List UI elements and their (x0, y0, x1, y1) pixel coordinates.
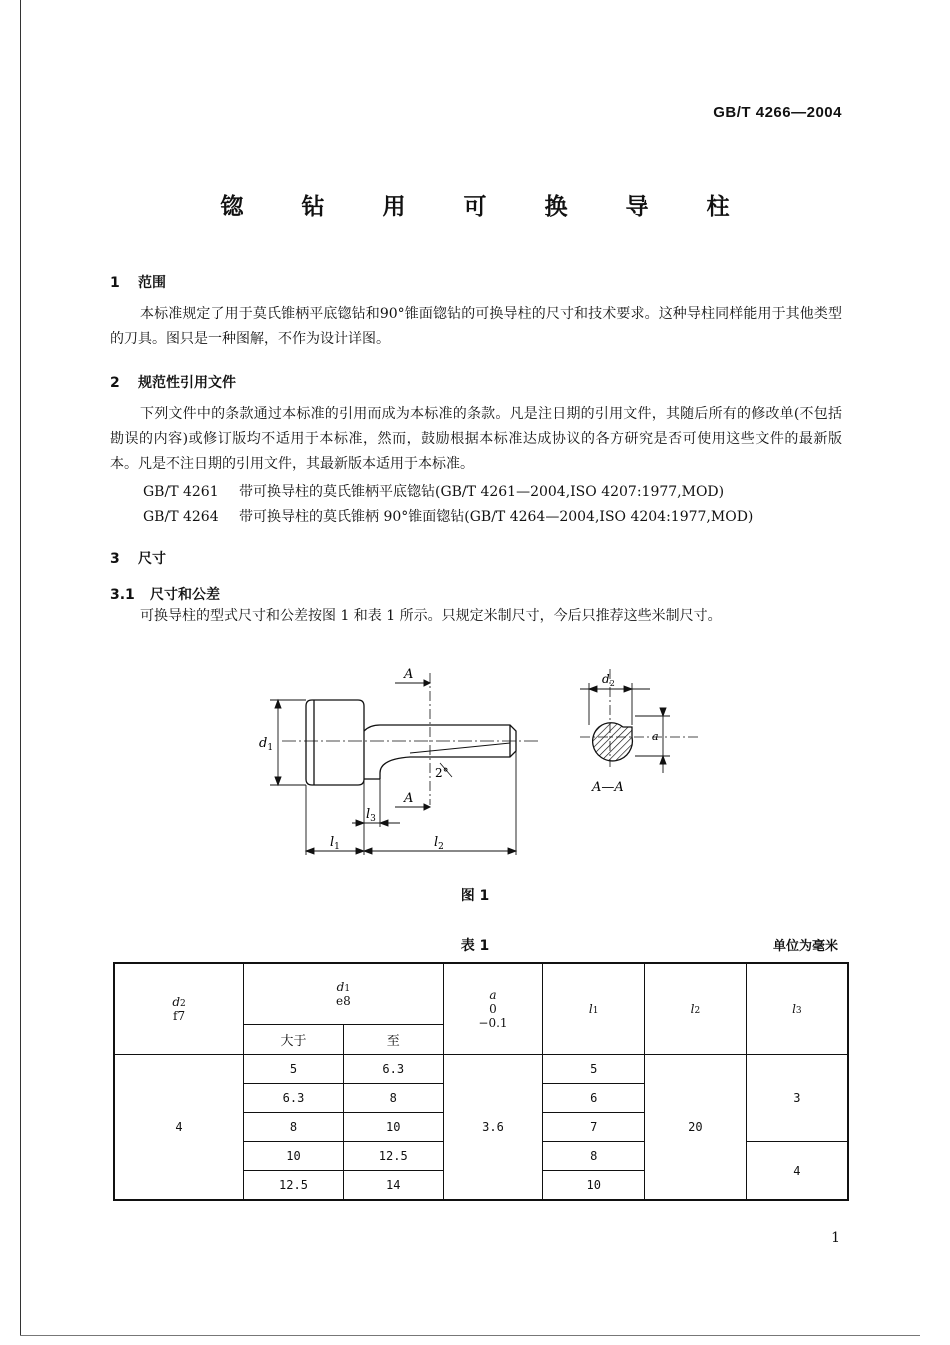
reference-item (143, 481, 724, 501)
section-2-paragraph: 下列文件中的条款通过本标准的引用而成为本标准的条款。凡是注日期的引用文件，其随后所有的修改单(不包括勘误的内容)或修订版均不适用于本标准，然而，鼓励根据本标准达成协议的各方研究是否可使用这些文件的最新版本。凡是不注日期的引用文件，其最新版本适用于本标准。 (110, 406, 842, 472)
reference-code: GB/T 4261 (143, 484, 219, 500)
cell-l2: 20 (645, 1055, 747, 1201)
cell-to: 6.3 (343, 1055, 443, 1084)
section-3-heading (110, 548, 166, 568)
section-number: 1 (110, 275, 120, 291)
section-1-heading (110, 272, 166, 292)
cell-over: 10 (244, 1142, 344, 1171)
section-number: 3 (110, 551, 120, 567)
l1-label: $l_1$ (330, 835, 340, 852)
header-over: 大于 (244, 1025, 344, 1055)
section-title: 范围 (138, 275, 166, 291)
table-row (114, 1055, 848, 1084)
section-number: 3.1 (110, 587, 135, 603)
header-l1: l1 (543, 963, 645, 1055)
dimension-table (113, 962, 849, 1201)
cell-to: 12.5 (343, 1142, 443, 1171)
reference-code: GB/T 4264 (143, 509, 219, 525)
reference-item (143, 506, 753, 526)
section-title: 规范性引用文件 (138, 375, 236, 391)
standard-code: GB/T 4266—2004 (713, 104, 842, 121)
section-1-paragraph: 本标准规定了用于莫氏锥柄平底锪钻和90°锥面锪钻的可换导柱的尺寸和技术要求。这种导柱同样能用于其他类型的刀具。图只是一种图解，不作为设计详图。 (110, 306, 842, 347)
figure-caption: 图 1 (460, 888, 490, 904)
cell-l1: 6 (543, 1084, 645, 1113)
l2-label: $l_2$ (434, 835, 444, 852)
cell-to: 8 (343, 1084, 443, 1113)
section-title: 尺寸 (138, 551, 166, 567)
section-label: A—A (592, 780, 624, 795)
l3-label: $l_3$ (366, 807, 376, 824)
cell-a: 3.6 (443, 1055, 543, 1201)
reference-text: 带可换导柱的莫氏锥柄平底锪钻(GB/T 4261—2004,ISO 4207:1977,MOD) (239, 484, 725, 500)
section-number: 2 (110, 375, 120, 391)
bottom-border-line (20, 1335, 920, 1336)
table-caption: 表 1 (460, 938, 490, 954)
header-a-lower: −0.1 (478, 1016, 508, 1030)
header-d1-tolerance: e8 (335, 994, 351, 1008)
header-l3: l3 (746, 963, 848, 1055)
section-mark-a-top: A (404, 667, 414, 682)
cell-l3: 3 (746, 1055, 848, 1142)
unit-note: 单位为毫米 (772, 939, 838, 954)
d1-label: $d_1$ (259, 736, 274, 753)
cell-l1: 5 (543, 1055, 645, 1084)
header-a-upper: 0 (489, 1002, 497, 1016)
cell-l1: 8 (543, 1142, 645, 1171)
cell-over: 12.5 (244, 1171, 344, 1201)
section-view (580, 669, 700, 795)
header-a: a 0 −0.1 (443, 963, 543, 1055)
page-title: 锪 钻 用 可 换 导 柱 (220, 194, 755, 220)
d2-label: $d_2$ (602, 672, 615, 688)
section-mark-a-bottom: A (404, 791, 414, 806)
cell-over: 8 (244, 1113, 344, 1142)
table-header-row (114, 963, 848, 1025)
a-label: a (652, 730, 659, 743)
header-to: 至 (343, 1025, 443, 1055)
section-title: 尺寸和公差 (150, 587, 220, 603)
cell-l3: 4 (746, 1142, 848, 1201)
cell-l1: 10 (543, 1171, 645, 1201)
section-3-1-heading (110, 584, 220, 604)
d1-dimension (270, 700, 306, 785)
section-3-1-paragraph: 可换导柱的型式尺寸和公差按图 1 和表 1 所示。只规定米制尺寸，今后只推荐这些米制尺寸。 (140, 608, 722, 624)
guide-pilot-drawing (240, 655, 720, 870)
header-l2: l2 (645, 963, 747, 1055)
page-number: 1 (831, 1230, 840, 1246)
header-d1: d1 e8 (244, 963, 444, 1025)
cell-to: 14 (343, 1171, 443, 1201)
cell-over: 6.3 (244, 1084, 344, 1113)
header-d2-tolerance: f7 (173, 1009, 186, 1023)
cell-to: 10 (343, 1113, 443, 1142)
cell-d2: 4 (114, 1055, 244, 1201)
section-2-heading (110, 372, 236, 392)
header-d2: d2 f7 (114, 963, 244, 1055)
side-view (306, 700, 516, 785)
reference-text: 带可换导柱的莫氏锥柄 90°锥面锪钻(GB/T 4264—2004,ISO 4204:1977,MOD) (239, 509, 754, 525)
cell-over: 5 (244, 1055, 344, 1084)
cell-l1: 7 (543, 1113, 645, 1142)
taper-angle-label: 2° (435, 766, 449, 780)
